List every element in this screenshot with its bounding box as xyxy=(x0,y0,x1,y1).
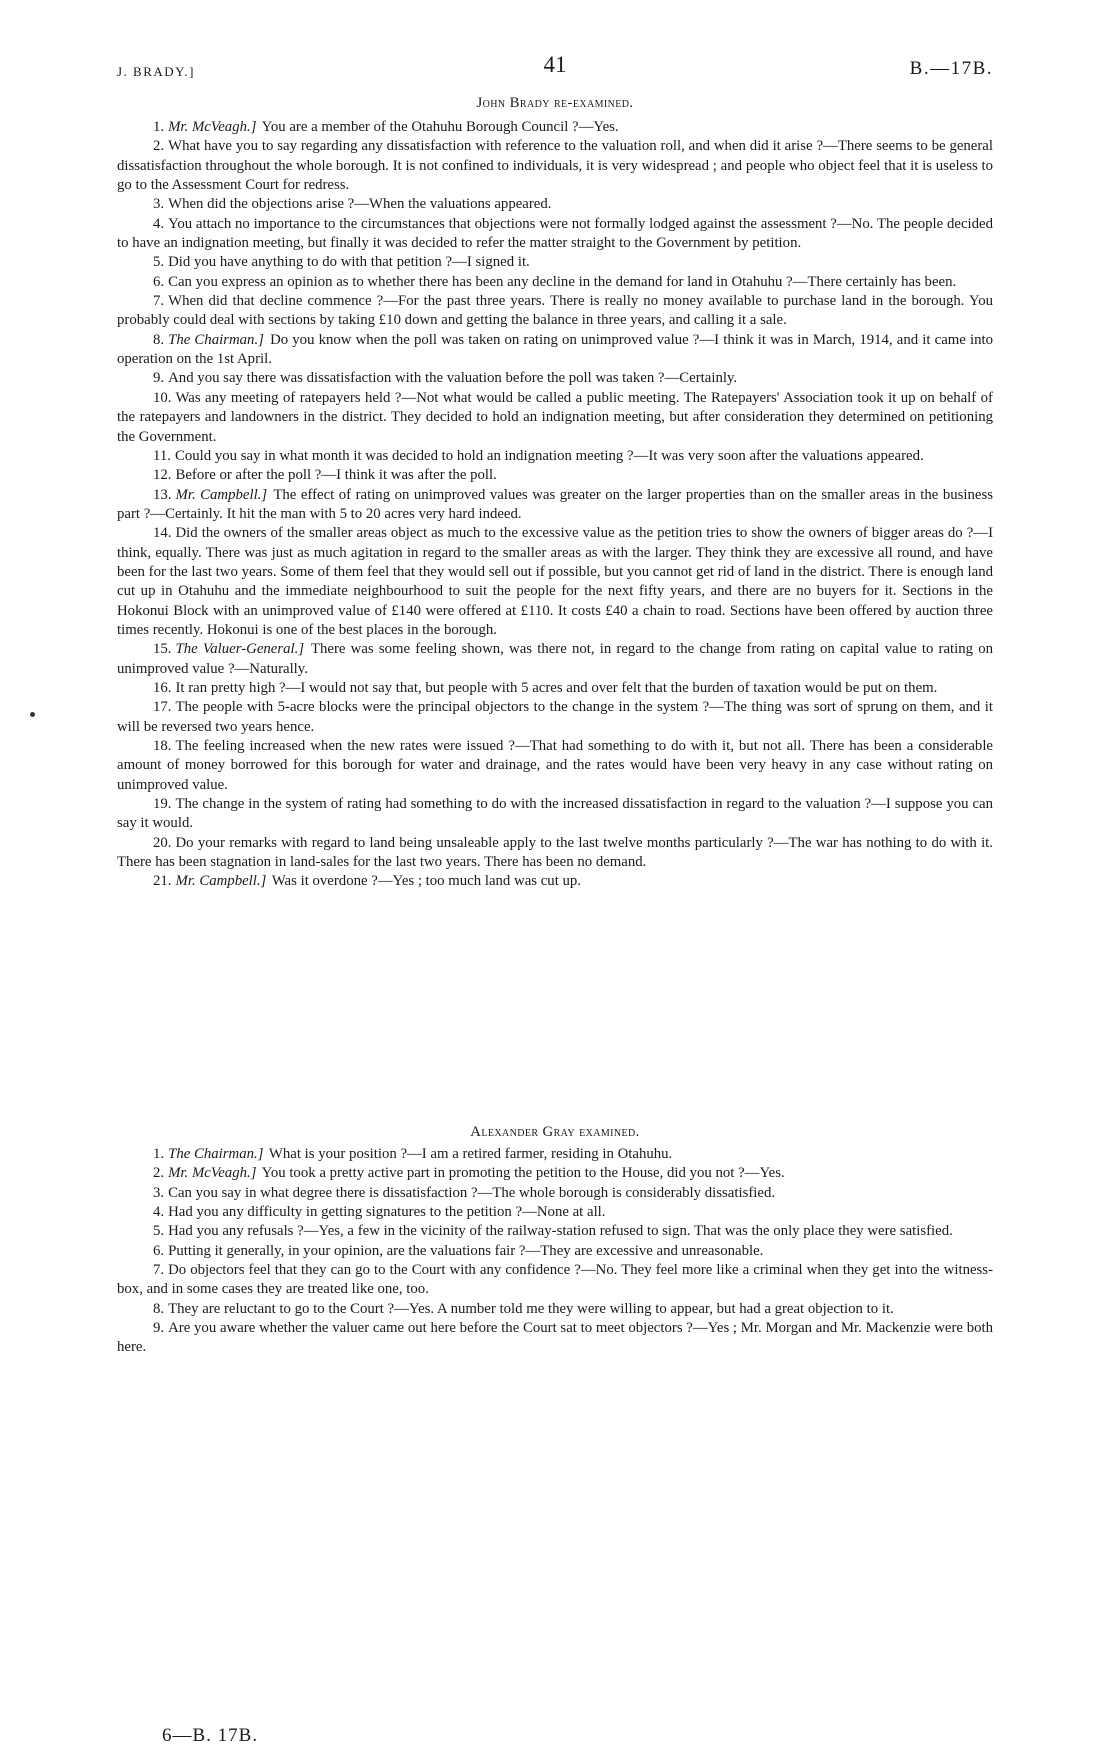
question-number: 9. xyxy=(153,370,165,387)
question-answer-text: The change in the system of rating had something to do with the increased dissatisfaction in regard to the valuation ?—I suppose you can say it would. xyxy=(117,796,993,832)
question-answer-text: What is your position ?—I am a retired farmer, residing in Otahuhu. xyxy=(268,1146,673,1162)
question-answer-paragraph xyxy=(117,1261,993,1300)
question-number: 7. xyxy=(153,293,165,310)
printer-signature: 6—B. 17B. xyxy=(162,1725,259,1746)
question-number: 3. xyxy=(153,1184,165,1201)
question-number: 7. xyxy=(153,1262,165,1279)
question-answer-text: You are a member of the Otahuhu Borough Council ?—Yes. xyxy=(261,119,619,135)
question-number: 4. xyxy=(153,215,165,232)
question-answer-paragraph xyxy=(117,1242,993,1261)
question-number: 17. xyxy=(153,699,172,716)
question-answer-text: Can you express an opinion as to whether there has been any decline in the demand for land in Otahuhu ?—There certainly has been. xyxy=(168,273,957,290)
question-answer-paragraph xyxy=(117,1319,993,1358)
questioner-name: Mr. Campbell.] xyxy=(175,873,267,890)
question-answer-paragraph xyxy=(117,137,993,195)
section-title-brady: John Brady re-examined. xyxy=(476,95,634,111)
question-answer-text: And you say there was dissatisfaction with the valuation before the poll was taken ?—Certainly. xyxy=(168,370,738,387)
testimony-brady xyxy=(117,118,993,892)
question-number: 16. xyxy=(153,679,172,696)
question-answer-paragraph xyxy=(117,292,993,331)
question-number: 1. xyxy=(153,1146,165,1162)
question-answer-text: When did the objections arise ?—When the valuations appeared. xyxy=(168,196,552,213)
question-answer-text: Did the owners of the smaller areas object as much to the excessive value as the petition tries to show the owners of bigger areas do ?—I think, equally. There was just as much agitation in regard to the smaller areas as with the larger. They think they are excessive all round, and have been for the last two years. Some of them feel that they would sell out if possible, but you cannot get rid of land in the district. There is enough land cut up in Otahuhu and the immediate neighbourhood to suit the people for the next fifty years, and there are no buyers for it. Sections in the Hokonui Block with an unimproved value of £140 were offered at £110. It costs £40 a chain to road. Sections have been offered by auction three times recently. Hokonui is one of the best places in the borough. xyxy=(117,525,993,638)
question-answer-paragraph xyxy=(117,1300,993,1319)
question-number: 10. xyxy=(153,389,172,406)
question-answer-paragraph xyxy=(117,486,993,525)
question-answer-text: Had you any refusals ?—Yes, a few in the vicinity of the railway-station refused to sign. That was the only place they were satisfied. xyxy=(168,1223,953,1240)
question-answer-text: You attach no importance to the circumstances that objections were not formally lodged against the assessment ?—No. The people decided to have an indignation meeting, but finally it was decided to refer the matter straight to the Government by petition. xyxy=(117,215,993,252)
question-answer-paragraph xyxy=(117,215,993,254)
question-answer-paragraph xyxy=(117,737,993,795)
question-number: 2. xyxy=(153,1165,165,1182)
question-number: 20. xyxy=(153,834,172,851)
question-answer-text: The effect of rating on unimproved values was greater on the larger properties than on the smaller areas in the business part ?—Certainly. It hit the man with 5 to 20 acres very hard indeed. xyxy=(117,486,993,522)
question-number: 6. xyxy=(153,273,165,290)
section-title-gray: Alexander Gray examined. xyxy=(470,1124,640,1140)
question-number: 11. xyxy=(153,447,171,464)
question-answer-paragraph xyxy=(117,679,993,698)
document-reference: B.—17B. xyxy=(909,58,993,79)
question-answer-text: Had you any difficulty in getting signatures to the petition ?—None at all. xyxy=(168,1204,606,1221)
question-answer-text: Do objectors feel that they can go to the Court with any confidence ?—No. They feel more like a criminal when they get into the witness-box, and in some cases they are treated like one, too. xyxy=(117,1262,993,1298)
question-answer-paragraph xyxy=(117,273,993,292)
questioner-name: Mr. Campbell.] xyxy=(175,486,268,503)
question-answer-paragraph xyxy=(117,1164,993,1183)
question-answer-text: Putting it generally, in your opinion, are the valuations fair ?—They are excessive and unreasonable. xyxy=(168,1242,764,1259)
question-number: 5. xyxy=(153,1223,165,1240)
question-answer-text: Could you say in what month it was decided to hold an indignation meeting ?—It was very soon after the valuations appeared. xyxy=(174,447,924,464)
question-answer-text: Did you have anything to do with that petition ?—I signed it. xyxy=(168,254,530,271)
question-answer-text: There was some feeling shown, was there not, in regard to the change from rating on capital value to rating on unimproved value ?—Naturally. xyxy=(117,641,993,677)
question-number: 2. xyxy=(153,138,165,155)
question-number: 1. xyxy=(153,119,165,135)
question-answer-paragraph xyxy=(117,640,993,679)
question-answer-text: You took a pretty active part in promoting the petition to the House, did you not ?—Yes. xyxy=(261,1165,785,1182)
question-answer-paragraph xyxy=(117,872,993,891)
question-number: 12. xyxy=(153,467,172,484)
questioner-name: The Valuer-General.] xyxy=(175,641,305,658)
question-answer-paragraph xyxy=(117,369,993,388)
testimony-gray xyxy=(117,1145,993,1358)
question-number: 18. xyxy=(153,738,172,754)
question-answer-text: Was it overdone ?—Yes ; too much land was cut up. xyxy=(271,873,582,890)
question-answer-paragraph xyxy=(117,1145,993,1164)
page-number: 41 xyxy=(543,52,567,77)
questioner-name: Mr. McVeagh.] xyxy=(168,1165,257,1182)
question-answer-text: Do you know when the poll was taken on rating on unimproved value ?—I think it was in March, 1914, and it came into operation on the 1st April. xyxy=(117,331,994,368)
question-answer-text: Was any meeting of ratepayers held ?—Not what would be called a public meeting. The Ratepayers' Association took it up on behalf of the ratepayers and landowners in the district. They decided to hold an indignation meeting, but after consideration they determined on petitioning the Government. xyxy=(117,389,993,445)
question-answer-text: Can you say in what degree there is dissatisfaction ?—The whole borough is considerably dissatisfied. xyxy=(168,1184,776,1201)
question-answer-text: Are you aware whether the valuer came out here before the Court sat to meet objectors ?—Yes ; Mr. Morgan and Mr. Mackenzie were both here. xyxy=(117,1320,993,1356)
question-answer-paragraph xyxy=(117,698,993,737)
questioner-name: The Chairman.] xyxy=(168,331,264,348)
question-number: 19. xyxy=(153,796,172,813)
question-number: 14. xyxy=(153,525,172,542)
question-number: 9. xyxy=(153,1320,165,1337)
question-number: 3. xyxy=(153,196,165,213)
question-number: 21. xyxy=(153,873,172,890)
questioner-name: The Chairman.] xyxy=(168,1146,264,1162)
question-answer-text: The feeling increased when the new rates were issued ?—That had something to do with it, but not all. There has been a considerable amount of money borrowed for this borough for water and drainage, and the rates would have been very heavy in any case without rating on unimproved value. xyxy=(117,738,993,793)
question-answer-paragraph xyxy=(117,1222,993,1241)
question-answer-paragraph xyxy=(117,447,993,466)
question-answer-text: Before or after the poll ?—I think it was after the poll. xyxy=(175,467,497,484)
question-answer-paragraph xyxy=(117,466,993,485)
question-number: 15. xyxy=(153,641,172,658)
question-number: 8. xyxy=(153,331,165,348)
question-answer-text: What have you to say regarding any dissatisfaction with reference to the valuation roll, and when did it arise ?—There seems to be general dissatisfaction throughout the whole borough. It is not confined to individuals, it is very widespread ; and people who object feel that it is useless to go to the Assessment Court for redress. xyxy=(117,138,993,194)
question-number: 6. xyxy=(153,1242,165,1259)
question-answer-text: When did that decline commence ?—For the past three years. There is really no money available to purchase land in the borough. You probably could deal with sections by taking £10 down and getting the balance in three years, and calling it a sale. xyxy=(117,293,993,329)
question-answer-paragraph xyxy=(117,253,993,272)
question-answer-paragraph xyxy=(117,1184,993,1203)
question-number: 4. xyxy=(153,1204,165,1221)
question-answer-text: It ran pretty high ?—I would not say that, but people with 5 acres and over felt that the burden of taxation would be put on them. xyxy=(175,679,938,696)
document-page xyxy=(117,0,993,1763)
question-answer-paragraph xyxy=(117,331,993,370)
question-answer-text: They are reluctant to go to the Court ?—Yes. A number told me they were willing to appear, but had a great objection to it. xyxy=(168,1300,894,1317)
questioner-name: Mr. McVeagh.] xyxy=(168,119,257,135)
running-head-witness: J. BRADY.] xyxy=(117,64,195,79)
question-answer-paragraph xyxy=(117,118,993,137)
question-answer-paragraph xyxy=(117,389,993,447)
margin-mark xyxy=(30,712,35,717)
question-number: 8. xyxy=(153,1300,165,1317)
question-answer-text: The people with 5-acre blocks were the principal objectors to the change in the system ?—The thing was sort of sprung on them, and it will be reversed two years hence. xyxy=(117,699,993,735)
question-number: 13. xyxy=(153,486,172,503)
question-answer-paragraph xyxy=(117,524,993,640)
page-header xyxy=(117,52,993,84)
question-answer-paragraph xyxy=(117,795,993,834)
question-answer-paragraph xyxy=(117,195,993,214)
question-answer-paragraph xyxy=(117,1203,993,1222)
question-number: 5. xyxy=(153,254,165,271)
question-answer-text: Do your remarks with regard to land being unsaleable apply to the last twelve months particularly ?—The war has nothing to do with it. There has been stagnation in land-sales for the last two years. There has been no demand. xyxy=(117,834,993,871)
question-answer-paragraph xyxy=(117,834,993,873)
